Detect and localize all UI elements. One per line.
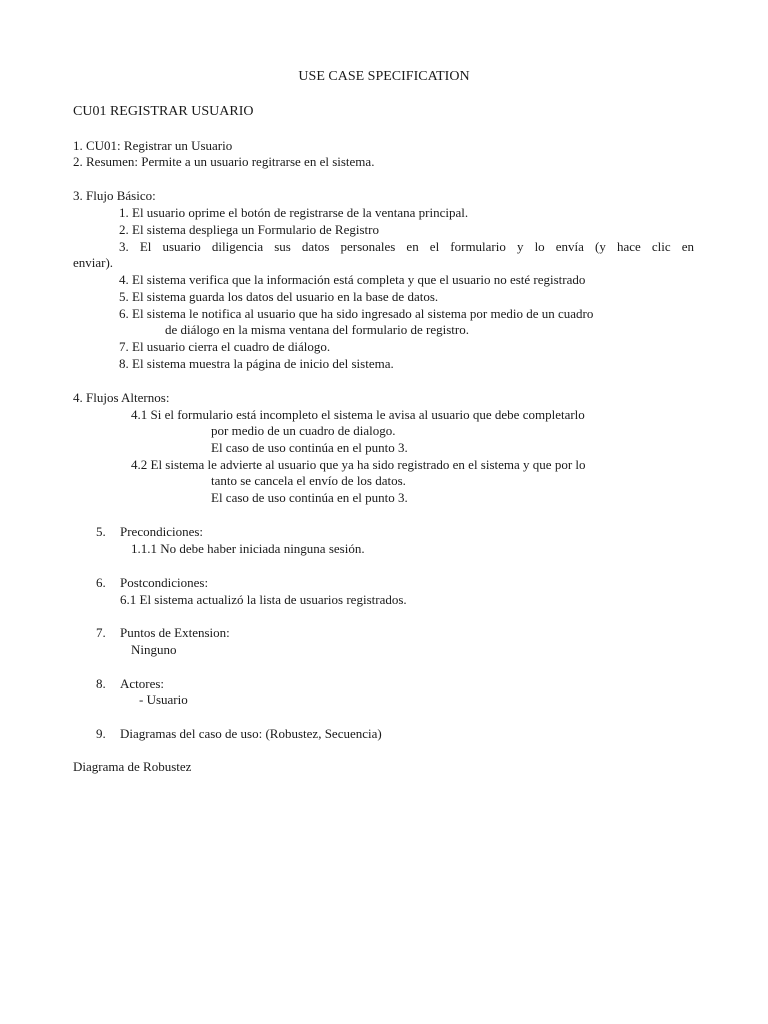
actors-item: - Usuario [139,692,188,707]
item-1: 1. CU01: Registrar un Usuario [73,138,233,153]
actors-label: Actores: [120,676,165,691]
extension-points-item: Ninguno [131,642,177,657]
basic-flow-step: 8. El sistema muestra la página de inicio del sistema. [119,356,394,371]
preconditions-label: Precondiciones: [120,524,204,539]
extension-points-label: Puntos de Extension: [120,625,230,640]
alt-flow-item-continuation: El caso de uso continúa en el punto 3. [211,490,408,505]
alt-flow-item: 4.1 Si el formulario está incompleto el sistema le avisa al usuario que debe completarlo [131,407,585,422]
diagrams-label: Diagramas del caso de uso: (Robustez, Secuencia) [120,726,382,741]
basic-flow-step: 2. El sistema despliega un Formulario de Registro [119,222,379,237]
alt-flow-item: 4.2 El sistema le advierte al usuario que ya ha sido registrado en el sistema y que por lo [131,457,586,472]
basic-flow-label: 3. Flujo Básico: [73,188,156,203]
basic-flow-step: 7. El usuario cierra el cuadro de diálogo. [119,339,331,354]
use-case-heading: CU01 REGISTRAR USUARIO [73,104,254,119]
basic-flow-step: 3. El usuario diligencia sus datos personales en el formulario y lo envía (y hace clic en [119,239,694,254]
item-2: 2. Resumen: Permite a un usuario regitrarse en el sistema. [73,154,375,169]
alt-flow-item-continuation: por medio de un cuadro de dialogo. [211,423,396,438]
robustness-diagram-label: Diagrama de Robustez [73,759,192,774]
postconditions-number: 6. [96,575,106,590]
preconditions-number: 5. [96,524,106,539]
alt-flow-item-continuation: El caso de uso continúa en el punto 3. [211,440,408,455]
alt-flows-label: 4. Flujos Alternos: [73,390,170,405]
basic-flow-step: 6. El sistema le notifica al usuario que ha sido ingresado al sistema por medio de un cuadro [119,306,594,321]
preconditions-item: 1.1.1 No debe haber iniciada ninguna sesión. [131,541,365,556]
postconditions-item: 6.1 El sistema actualizó la lista de usuarios registrados. [120,592,407,607]
basic-flow-step: 5. El sistema guarda los datos del usuario en la base de datos. [119,289,439,304]
actors-number: 8. [96,676,106,691]
basic-flow-step-continuation: enviar). [73,255,114,270]
extension-points-number: 7. [96,625,106,640]
basic-flow-step: 4. El sistema verifica que la información está completa y que el usuario no esté registrado [119,272,586,287]
diagrams-number: 9. [96,726,106,741]
basic-flow-step-continuation: de diálogo en la misma ventana del formulario de registro. [165,322,469,337]
postconditions-label: Postcondiciones: [120,575,209,590]
document-title: USE CASE SPECIFICATION [298,69,470,84]
basic-flow-step: 1. El usuario oprime el botón de registrarse de la ventana principal. [119,205,469,220]
alt-flow-item-continuation: tanto se cancela el envío de los datos. [211,473,406,488]
